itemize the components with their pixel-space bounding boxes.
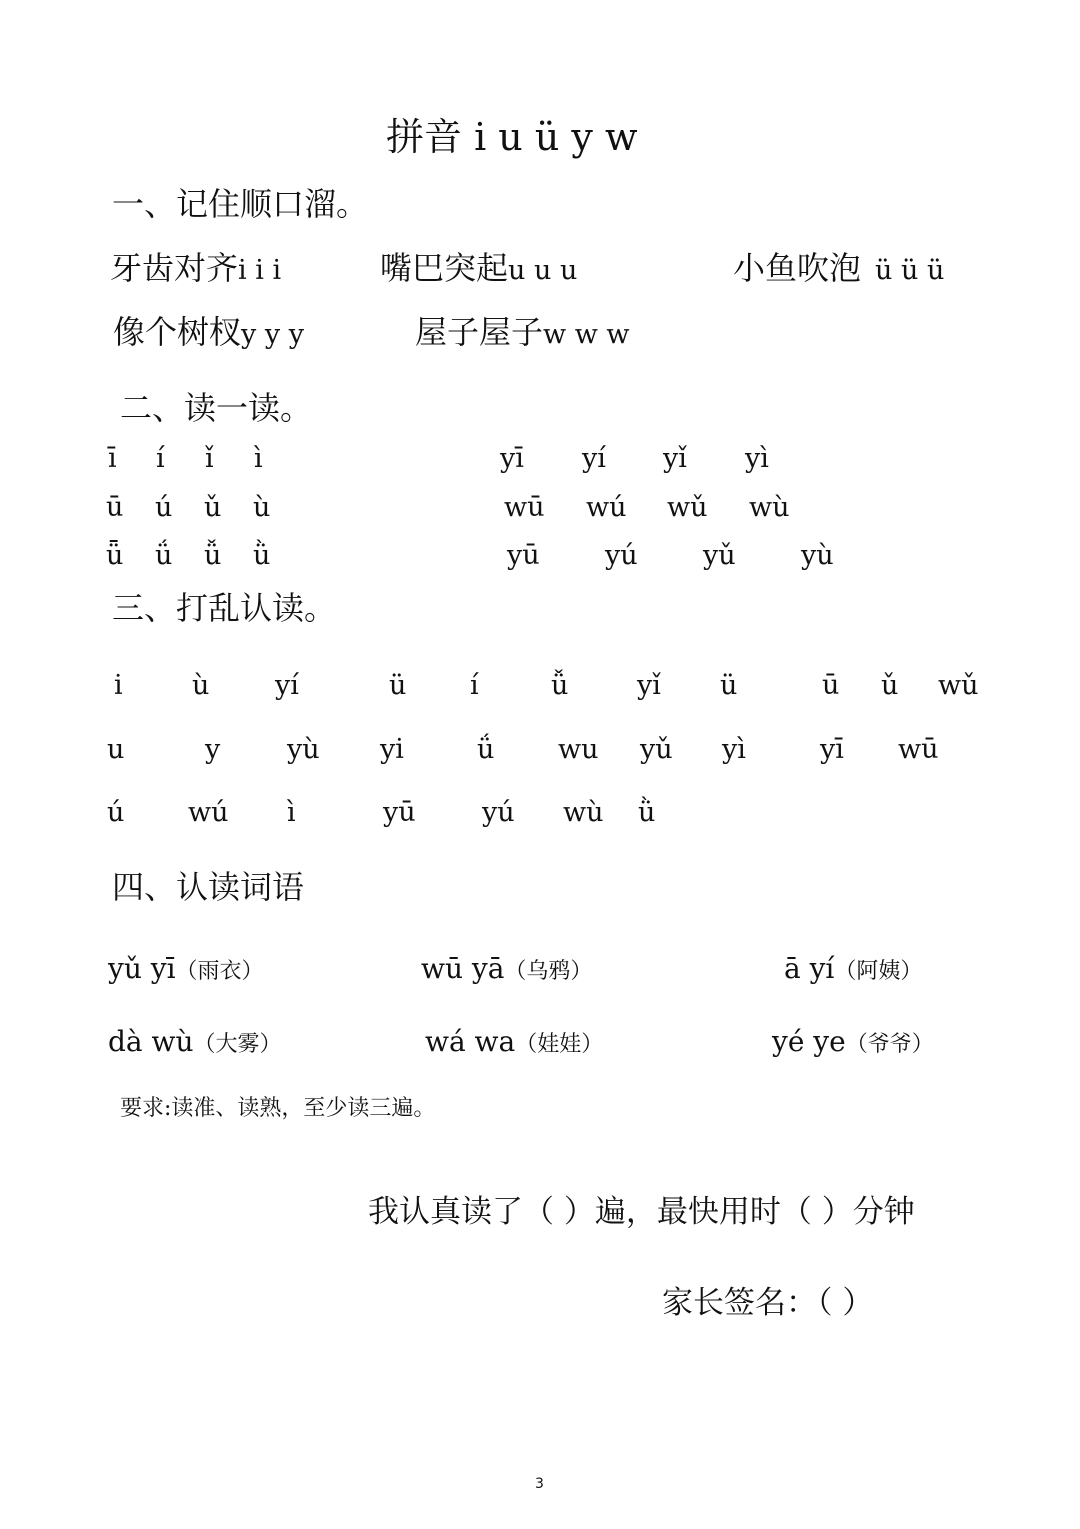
rhyme-line	[113, 313, 304, 351]
shuffled-syllable: y	[205, 734, 221, 765]
tone-syllable: ǘ	[155, 540, 173, 571]
rhyme-line	[733, 249, 945, 287]
shuffled-syllable: ù	[192, 670, 210, 701]
vocab-hanzi: （爷爷）	[845, 1032, 934, 1057]
shuffled-syllable: wū	[898, 734, 939, 765]
vocab-word	[421, 952, 593, 985]
shuffled-syllable: yú	[482, 797, 515, 828]
rhyme-phrase: 嘴巴突起	[380, 249, 509, 287]
vocab-word	[772, 1025, 934, 1058]
tone-syllable: ǚ	[204, 540, 222, 571]
section4-heading: 四、认读词语	[112, 868, 305, 906]
shuffled-syllable: ú	[107, 797, 125, 828]
shuffled-syllable: ǜ	[638, 797, 656, 828]
rhyme-line	[110, 249, 282, 287]
rhyme-line	[415, 313, 630, 351]
shuffled-syllable: wǔ	[938, 670, 979, 701]
vocab-word	[784, 952, 923, 985]
page-title: 拼音 i u ü y w	[386, 115, 638, 159]
tone-syllable: wǔ	[667, 492, 708, 523]
tone-syllable: wù	[749, 492, 790, 523]
vocab-word	[108, 952, 264, 985]
tone-syllable: í	[156, 443, 165, 474]
rhyme-line	[380, 249, 578, 287]
tone-syllable: yū	[507, 540, 540, 571]
shuffled-syllable: í	[470, 670, 479, 701]
shuffled-syllable: ü	[389, 670, 407, 701]
vocab-word	[108, 1025, 282, 1058]
shuffled-syllable: yí	[275, 670, 299, 701]
shuffled-syllable: ì	[287, 797, 296, 828]
rhyme-letters: w w w	[543, 319, 630, 350]
tone-syllable: ǖ	[106, 540, 124, 571]
vocab-pinyin: wū yā	[421, 952, 505, 985]
shuffled-syllable: yì	[722, 734, 746, 765]
tone-syllable: wú	[586, 492, 627, 523]
tone-syllable: ǜ	[253, 540, 271, 571]
vocab-pinyin: dà wù	[108, 1025, 194, 1058]
tone-syllable: yī	[500, 443, 524, 474]
vocab-hanzi: （乌鸦）	[504, 959, 593, 984]
rhyme-phrase: 牙齿对齐	[110, 249, 239, 287]
rhyme-phrase: 屋子屋子	[415, 313, 544, 351]
section2-heading: 二、读一读。	[120, 389, 313, 427]
tone-syllable: ū	[106, 492, 124, 523]
shuffled-syllable: wú	[188, 797, 229, 828]
tone-syllable: yǐ	[663, 443, 687, 474]
shuffled-syllable: ü	[720, 670, 738, 701]
shuffled-syllable: i	[114, 670, 123, 701]
rhyme-letters: y y y	[241, 319, 304, 350]
shuffled-syllable: yǐ	[637, 670, 661, 701]
reading-record: 我认真读了（ ）遍，最快用时（ ）分钟	[368, 1194, 915, 1230]
reading-requirement: 要求:读准、读熟，至少读三遍。	[120, 1096, 436, 1121]
tone-syllable: yù	[801, 540, 834, 571]
shuffled-syllable: ǘ	[477, 734, 495, 765]
rhyme-letters: ü ü ü	[875, 255, 945, 286]
vocab-hanzi: （雨衣）	[175, 959, 264, 984]
vocab-pinyin: wá wa	[425, 1025, 516, 1058]
tone-syllable: yí	[582, 443, 606, 474]
tone-syllable: ù	[253, 492, 271, 523]
vocab-pinyin: yǔ yī	[108, 952, 176, 985]
shuffled-syllable: yū	[383, 797, 416, 828]
section1-heading: 一、记住顺口溜。	[112, 185, 369, 223]
vocab-pinyin: yé ye	[772, 1025, 846, 1058]
section3-heading: 三、打乱认读。	[112, 589, 337, 627]
vocab-hanzi: （娃娃）	[515, 1032, 604, 1057]
vocab-word	[425, 1025, 604, 1058]
tone-syllable: ī	[108, 443, 117, 474]
shuffled-syllable: u	[107, 734, 125, 765]
tone-syllable: yǔ	[703, 540, 736, 571]
vocab-pinyin: ā yí	[784, 952, 835, 985]
tone-syllable: yú	[605, 540, 638, 571]
shuffled-syllable: yī	[820, 734, 844, 765]
tone-syllable: yì	[745, 443, 769, 474]
shuffled-syllable: yǔ	[640, 734, 673, 765]
shuffled-syllable: ǚ	[551, 670, 569, 701]
tone-syllable: ǐ	[205, 443, 214, 474]
shuffled-syllable: ū	[822, 670, 840, 701]
rhyme-letters: u u u	[508, 255, 578, 286]
shuffled-syllable: yù	[287, 734, 320, 765]
tone-syllable: wū	[504, 492, 545, 523]
shuffled-syllable: wu	[558, 734, 599, 765]
tone-syllable: ì	[254, 443, 263, 474]
tone-syllable: ú	[155, 492, 173, 523]
shuffled-syllable: ǔ	[881, 670, 899, 701]
rhyme-letters: i i i	[238, 255, 282, 286]
tone-syllable: ǔ	[204, 492, 222, 523]
shuffled-syllable: wù	[563, 797, 604, 828]
parent-signature: 家长签名：（ ）	[662, 1285, 874, 1321]
rhyme-phrase: 小鱼吹泡	[733, 249, 862, 287]
shuffled-syllable: yi	[380, 734, 404, 765]
vocab-hanzi: （阿姨）	[834, 959, 923, 984]
rhyme-phrase: 像个树杈	[113, 313, 242, 351]
vocab-hanzi: （大雾）	[193, 1032, 282, 1057]
page-number: 3	[535, 1476, 544, 1492]
